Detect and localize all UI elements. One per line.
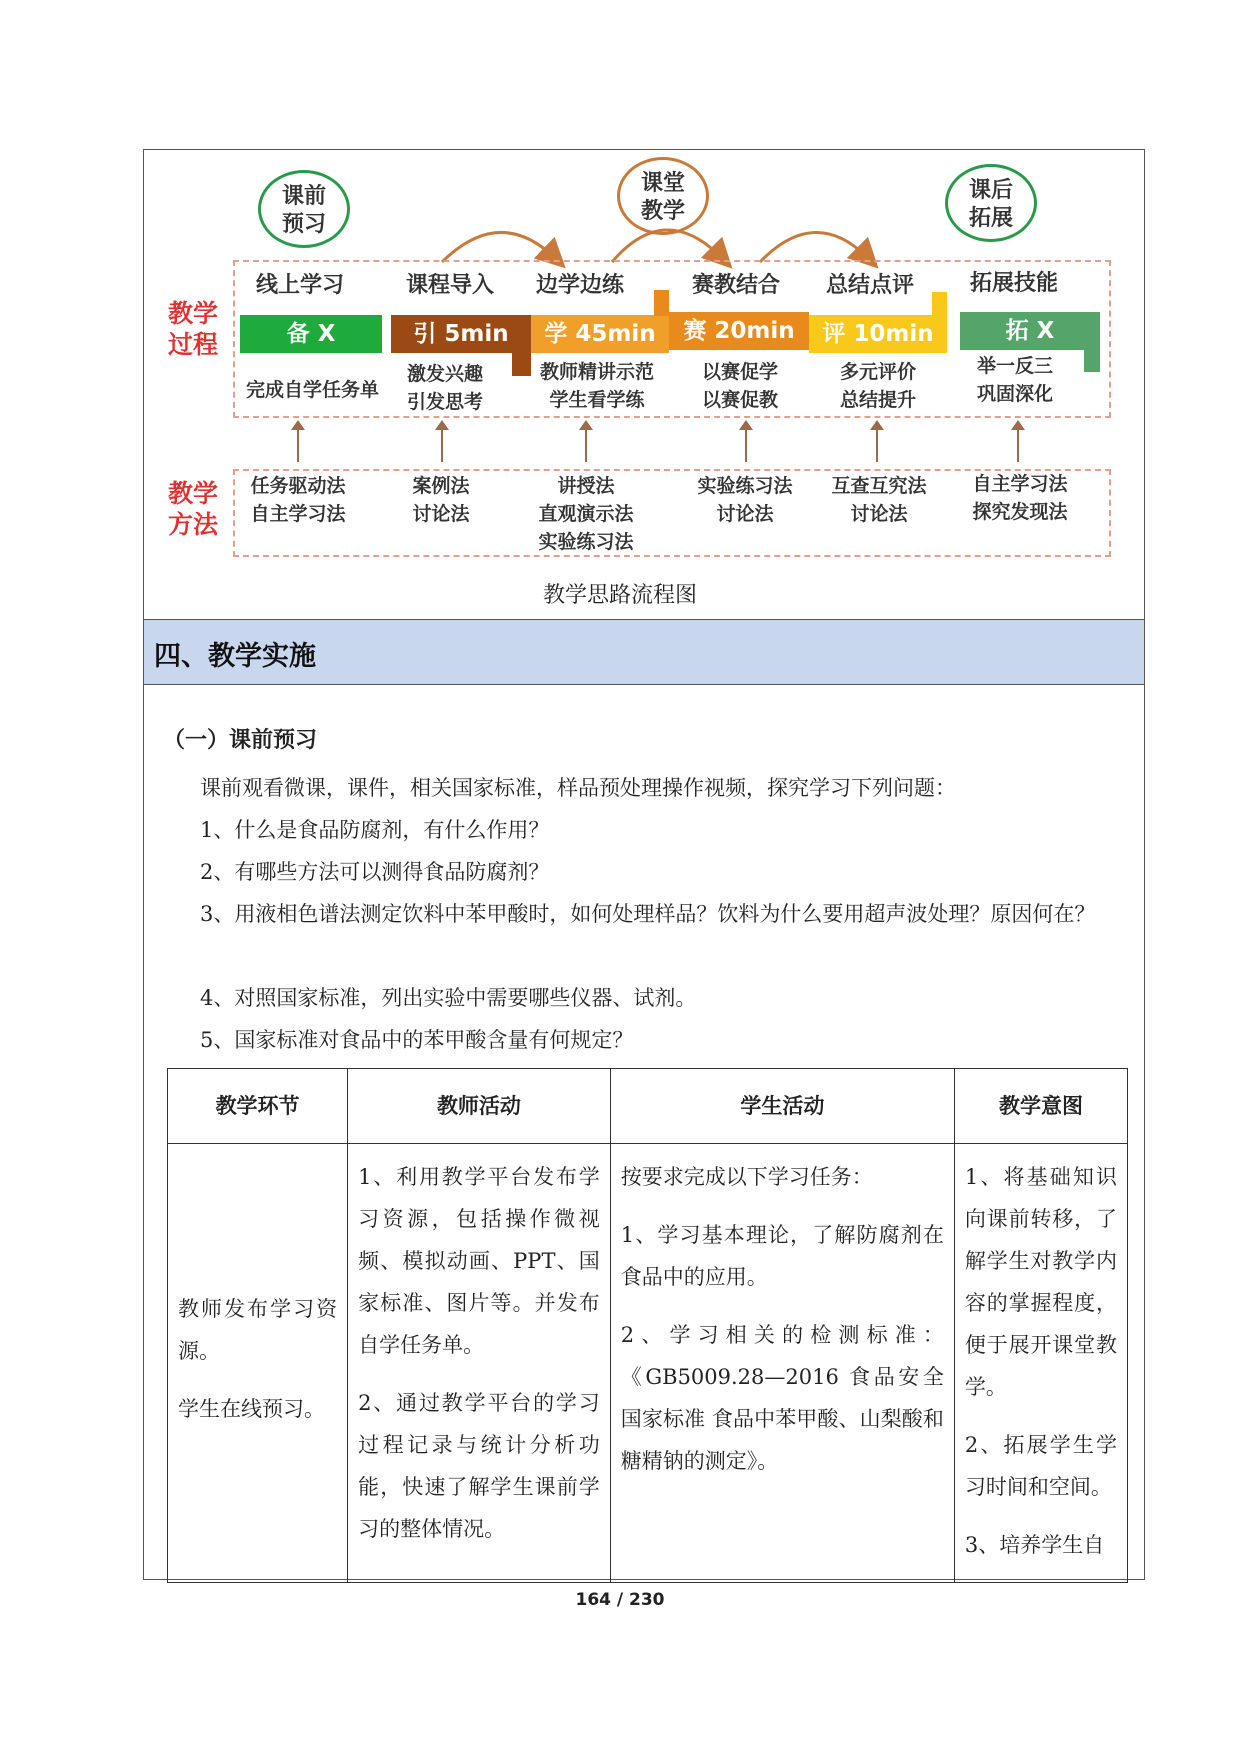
intent-text-3: 3、培养学生自 [964, 1533, 1105, 1557]
step-bar-4: 赛 20min [669, 312, 809, 350]
step-bar-6-tail [1084, 340, 1100, 372]
page-number: 164 / 230 [575, 1590, 665, 1610]
stage-label-3: 边学边练 [536, 273, 625, 298]
step-bar-6: 拓 X [960, 312, 1100, 350]
section-header-bar [144, 619, 1144, 685]
curve-arrows [0, 0, 1240, 300]
up-arrow-2 [441, 428, 443, 462]
question-2: 2、有哪些方法可以测得食品防腐剂？ [200, 860, 550, 884]
stage-desc-3: 教师精讲示范 学生看学练 [539, 361, 654, 411]
step-bar-2-tail [512, 340, 531, 376]
oval-pre-class: 课前 预习 [258, 170, 350, 248]
section-title: 四、教学实施 [154, 641, 316, 672]
header-teacher: 教师活动 [348, 1069, 611, 1144]
step-bar-4-riser [654, 290, 669, 316]
curve-arrow-2 [612, 230, 722, 262]
up-arrow-3 [585, 428, 587, 462]
header-student: 学生活动 [610, 1069, 954, 1144]
figure-caption: 教学思路流程图 [542, 583, 697, 608]
student-text-0: 按要求完成以下学习任务： [620, 1165, 873, 1189]
stage-desc-2: 激发兴趣 引发思考 [406, 363, 483, 413]
step-bar-1: 备 X [240, 315, 382, 353]
header-intent: 教学意图 [954, 1069, 1127, 1144]
intro-paragraph: 课前观看微课，课件，相关国家标准，样品预处理操作视频，探究学习下列问题： [200, 776, 956, 800]
question-3: 3、用液相色谱法测定饮料中苯甲酸时，如何处理样品？饮料为什么要用超声波处理？原因何在？ [200, 902, 1096, 926]
cell-teacher [348, 1144, 611, 1583]
link-text-2: 学生在线预习。 [178, 1397, 325, 1421]
cell-student [610, 1144, 954, 1583]
curve-arrow-1 [442, 232, 555, 262]
teacher-text-1: 1、利用教学平台发布学习资源，包括操作微视频、模拟动画、PPT、国家标准、图片等。并发布自学任务单。 [358, 1165, 600, 1357]
up-arrow-1 [297, 428, 299, 462]
cell-link [168, 1144, 348, 1583]
method-5: 互查互究法 讨论法 [831, 475, 927, 525]
stage-label-5: 总结点评 [826, 273, 915, 298]
up-arrow-6 [1017, 428, 1019, 462]
intent-text-2: 2、拓展学生学习时间和空间。 [964, 1433, 1117, 1499]
step-bar-5-riser [932, 292, 947, 317]
question-4: 4、对照国家标准，列出实验中需要哪些仪器、试剂。 [200, 986, 697, 1010]
oval-post-class: 课后 拓展 [945, 164, 1037, 242]
activity-table [167, 1068, 1128, 1583]
student-text-1: 1、学习基本理论，了解防腐剂在食品中的应用。 [620, 1223, 944, 1289]
curve-arrow-3 [760, 232, 868, 262]
table-row [168, 1144, 1128, 1583]
link-text-1: 教师发布学习资源。 [178, 1297, 338, 1363]
stage-desc-6: 举一反三 巩固深化 [976, 355, 1053, 405]
stage-label-4: 赛教结合 [692, 273, 781, 298]
subsection-title: （一）课前预习 [163, 728, 318, 753]
method-1: 任务驱动法 自主学习法 [250, 475, 346, 525]
table-header-row [168, 1069, 1128, 1144]
question-5: 5、国家标准对食品中的苯甲酸含量有何规定？ [200, 1028, 634, 1052]
teacher-text-2: 2、通过教学平台的学习过程记录与统计分析功能，快速了解学生课前学习的整体情况。 [358, 1391, 600, 1541]
stage-label-1: 线上学习 [256, 273, 345, 298]
up-arrow-4 [745, 428, 747, 462]
step-bar-2: 引 5min [391, 315, 531, 353]
up-arrow-5 [876, 428, 878, 462]
question-1: 1、什么是食品防腐剂，有什么作用？ [200, 818, 550, 842]
side-label-method: 教学 方法 [168, 479, 219, 539]
header-link: 教学环节 [168, 1069, 348, 1144]
student-text-2: 2、学习相关的检测标准：《GB5009.28—2016 食品安全国家标准 食品中苯甲酸、山梨酸和糖精钠的测定》。 [620, 1323, 944, 1473]
method-2: 案例法 讨论法 [412, 475, 470, 525]
stage-label-6: 拓展技能 [970, 271, 1059, 296]
cell-intent [954, 1144, 1127, 1583]
side-label-process: 教学 过程 [168, 299, 219, 359]
stage-desc-5: 多元评价 总结提升 [839, 361, 916, 411]
method-4: 实验练习法 讨论法 [697, 475, 793, 525]
oval-in-class: 课堂 教学 [617, 157, 709, 235]
method-6: 自主学习法 探究发现法 [972, 473, 1068, 523]
method-3: 讲授法 直观演示法 实验练习法 [538, 475, 634, 553]
stage-desc-1: 完成自学任务单 [245, 379, 379, 401]
stage-desc-4: 以赛促学 以赛促教 [701, 361, 778, 411]
stage-label-2: 课程导入 [406, 273, 495, 298]
step-bar-5: 评 10min [809, 315, 947, 353]
step-bar-3: 学 45min [531, 315, 669, 353]
intent-text-1: 1、将基础知识向课前转移，了解学生对教学内容的掌握程度，便于展开课堂教学。 [964, 1165, 1117, 1399]
